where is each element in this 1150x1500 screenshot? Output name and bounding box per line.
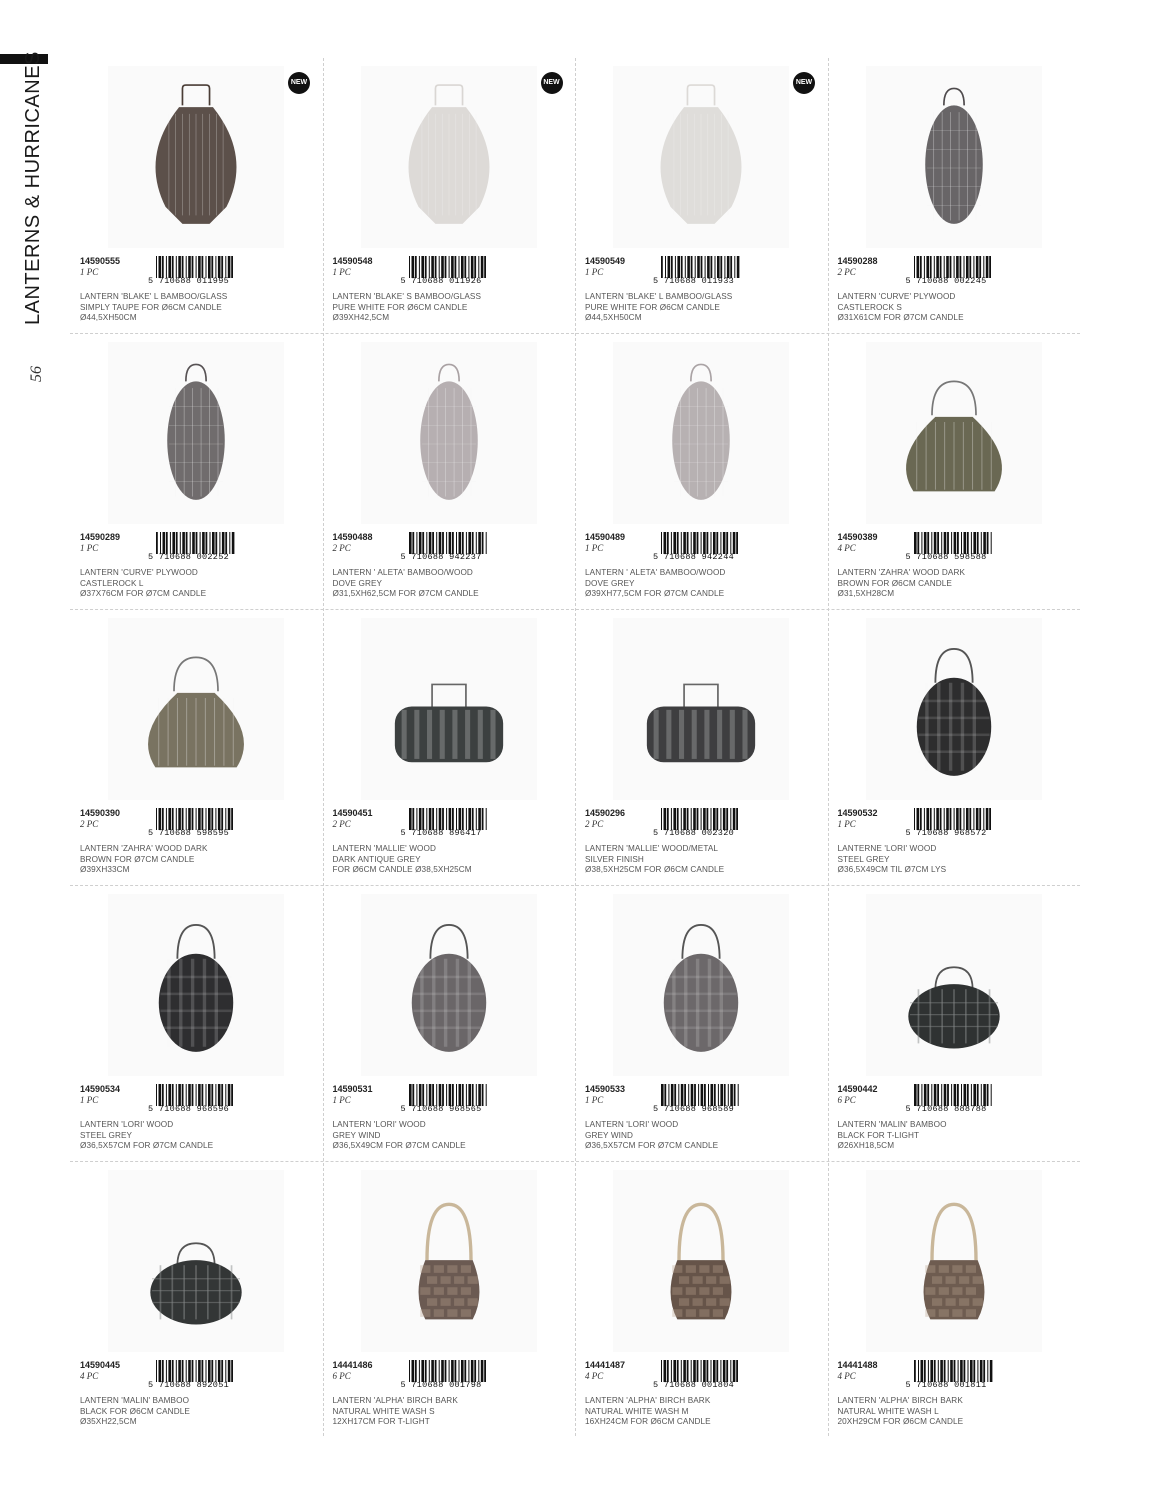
desc-line: LANTERN 'ALPHA' BIRCH BARK — [837, 1396, 963, 1405]
product-qty: 4 PC — [80, 1371, 99, 1381]
barcode-number: 5 710688 598595 — [148, 828, 230, 838]
product-code: 14590288 — [837, 256, 878, 266]
product-card — [323, 334, 575, 610]
barcode — [148, 1084, 238, 1114]
desc-line: Ø36,5X49CM FOR Ø7CM CANDLE — [332, 1141, 466, 1150]
barcode — [148, 808, 238, 838]
barcode — [906, 1084, 996, 1114]
barcode — [906, 1360, 996, 1390]
desc-line: Ø44,5XH50CM — [585, 313, 642, 322]
product-image — [866, 66, 1042, 248]
desc-line: 20XH29CM FOR Ø6CM CANDLE — [837, 1417, 964, 1426]
product-description — [585, 292, 732, 324]
desc-line: LANTERN 'LORI' WOOD — [332, 1120, 426, 1129]
product-qty: 6 PC — [837, 1095, 856, 1105]
desc-line: STEEL GREY — [80, 1130, 133, 1140]
product-code: 14441486 — [332, 1360, 373, 1370]
barcode-number: 5 710688 002252 — [148, 552, 230, 562]
desc-line: Ø31,5XH62,5CM FOR Ø7CM CANDLE — [332, 589, 479, 598]
desc-line: STEEL GREY — [837, 854, 890, 864]
desc-line: BROWN FOR Ø7CM CANDLE — [80, 854, 195, 864]
product-description — [80, 568, 206, 600]
barcode-number: 5 710688 001811 — [905, 1380, 987, 1390]
page-number: 56 — [28, 366, 45, 382]
product-code: 14590296 — [585, 808, 626, 818]
product-card — [828, 334, 1080, 610]
barcode-number: 5 710688 942244 — [653, 552, 735, 562]
barcode-number: 5 710688 968565 — [400, 1104, 482, 1114]
desc-line: 12XH17CM FOR T-LIGHT — [332, 1417, 430, 1426]
barcode — [401, 808, 491, 838]
desc-line: LANTERN 'LORI' WOOD — [585, 1120, 679, 1129]
product-code: 14590445 — [80, 1360, 121, 1370]
product-description — [333, 568, 479, 600]
barcode — [148, 256, 238, 286]
product-card — [575, 58, 827, 334]
product-card — [323, 610, 575, 886]
desc-line: LANTERNE 'LORI' WOOD — [837, 844, 937, 853]
product-qty: 1 PC — [585, 543, 604, 553]
barcode-number: 5 710688 968589 — [653, 1104, 735, 1114]
product-image — [361, 66, 537, 248]
row-divider — [70, 885, 1080, 886]
product-card — [828, 1162, 1080, 1438]
product-card — [323, 1162, 575, 1438]
product-card — [575, 334, 827, 610]
desc-line: GREY WIND — [332, 1130, 381, 1140]
column-divider — [828, 58, 829, 1436]
barcode-number: 5 710688 896417 — [400, 828, 482, 838]
desc-line: LANTERN ' ALETA' BAMBOO/WOOD — [585, 568, 726, 577]
product-code: 14590442 — [837, 1084, 878, 1094]
column-divider — [323, 58, 324, 1436]
desc-line: 16XH24CM FOR Ø6CM CANDLE — [585, 1417, 711, 1426]
product-code: 14590488 — [332, 532, 373, 542]
desc-line: LANTERN 'ALPHA' BIRCH BARK — [585, 1396, 711, 1405]
desc-line: Ø39XH33CM — [80, 865, 130, 874]
product-image — [361, 1170, 537, 1352]
product-description — [80, 844, 208, 876]
product-code: 14590555 — [80, 256, 121, 266]
product-image — [613, 894, 789, 1076]
barcode — [653, 256, 743, 286]
product-image — [866, 894, 1042, 1076]
product-code: 14590548 — [332, 256, 373, 266]
product-qty: 4 PC — [837, 1371, 856, 1381]
desc-line: GREY WIND — [585, 1130, 634, 1140]
product-image — [361, 894, 537, 1076]
product-code: 14590289 — [80, 532, 121, 542]
desc-line: DOVE GREY — [585, 578, 635, 588]
barcode-number: 5 710688 011995 — [148, 276, 230, 286]
barcode-number: 5 710688 001804 — [653, 1380, 735, 1390]
product-qty: 2 PC — [332, 543, 351, 553]
product-description — [585, 1396, 711, 1428]
desc-line: CASTLEROCK S — [837, 302, 902, 312]
desc-line: NATURAL WHITE WASH M — [585, 1406, 689, 1416]
product-code: 14590451 — [332, 808, 373, 818]
product-card — [70, 1162, 322, 1438]
product-code: 14590532 — [837, 808, 878, 818]
product-code: 14590489 — [585, 532, 626, 542]
product-image — [108, 342, 284, 524]
product-qty: 1 PC — [332, 1095, 351, 1105]
desc-line: NATURAL WHITE WASH S — [332, 1406, 435, 1416]
barcode-number: 5 710688 888788 — [905, 1104, 987, 1114]
product-image — [361, 342, 537, 524]
product-code: 14590533 — [585, 1084, 626, 1094]
desc-line: Ø36,5X57CM FOR Ø7CM CANDLE — [585, 1141, 719, 1150]
product-code: 14590534 — [80, 1084, 121, 1094]
barcode — [906, 256, 996, 286]
desc-line: Ø44,5XH50CM — [80, 313, 137, 322]
desc-line: BLACK FOR Ø6CM CANDLE — [80, 1406, 190, 1416]
product-qty: 2 PC — [837, 267, 856, 277]
desc-line: Ø35XH22,5CM — [80, 1417, 137, 1426]
product-description — [333, 1396, 458, 1428]
desc-line: LANTERN 'BLAKE' L BAMBOO/GLASS — [80, 292, 228, 301]
product-code: 14590549 — [585, 256, 626, 266]
barcode-number: 5 710688 002320 — [653, 828, 735, 838]
barcode-number: 5 710688 011933 — [653, 276, 735, 286]
product-card — [828, 886, 1080, 1162]
desc-line: LANTERN ' ALETA' BAMBOO/WOOD — [332, 568, 473, 577]
product-image — [613, 618, 789, 800]
desc-line: Ø39XH42,5CM — [332, 313, 390, 322]
barcode — [653, 1360, 743, 1390]
desc-line: PURE WHITE FOR Ø6CM CANDLE — [332, 302, 468, 312]
product-description — [585, 844, 724, 876]
product-image — [613, 342, 789, 524]
row-divider — [70, 609, 1080, 610]
row-divider — [70, 1161, 1080, 1162]
product-qty: 4 PC — [585, 1371, 604, 1381]
barcode — [401, 1360, 491, 1390]
barcode — [148, 1360, 238, 1390]
product-card — [70, 334, 322, 610]
barcode-number: 5 710688 942237 — [400, 552, 482, 562]
product-description — [333, 292, 482, 324]
product-description — [838, 568, 966, 600]
product-qty: 2 PC — [585, 819, 604, 829]
desc-line: DOVE GREY — [332, 578, 383, 588]
desc-line: DARK ANTIQUE GREY — [332, 854, 421, 864]
product-code: 14441487 — [585, 1360, 626, 1370]
barcode-number: 5 710688 968596 — [148, 1104, 230, 1114]
product-card — [828, 610, 1080, 886]
product-image — [866, 342, 1042, 524]
product-code: 14590531 — [332, 1084, 373, 1094]
product-image — [108, 894, 284, 1076]
barcode — [906, 808, 996, 838]
desc-line: FOR Ø6CM CANDLE Ø38,5XH25CM — [332, 865, 472, 874]
row-divider — [70, 333, 1080, 334]
product-qty: 1 PC — [80, 543, 99, 553]
product-qty: 2 PC — [80, 819, 99, 829]
desc-line: CASTLEROCK L — [80, 578, 144, 588]
desc-line: LANTERN 'BLAKE' L BAMBOO/GLASS — [585, 292, 733, 301]
product-image — [108, 618, 284, 800]
desc-line: Ø36,5X49CM TIL Ø7CM LYS — [837, 865, 947, 874]
desc-line: NATURAL WHITE WASH L — [837, 1406, 939, 1416]
product-description — [585, 1120, 718, 1152]
desc-line: SILVER FINISH — [585, 854, 644, 864]
product-image — [108, 66, 284, 248]
product-card — [70, 610, 322, 886]
desc-line: LANTERN 'MALLIE' WOOD/METAL — [585, 844, 719, 853]
product-description — [80, 1120, 213, 1152]
barcode — [906, 532, 996, 562]
barcode — [401, 256, 491, 286]
product-code: 14590389 — [837, 532, 878, 542]
new-badge: NEW — [288, 72, 310, 94]
product-qty: 1 PC — [585, 267, 604, 277]
product-code: 14590390 — [80, 808, 121, 818]
desc-line: Ø31X61CM FOR Ø7CM CANDLE — [837, 313, 964, 322]
product-qty: 2 PC — [332, 819, 351, 829]
barcode — [401, 532, 491, 562]
product-image — [866, 1170, 1042, 1352]
product-qty: 1 PC — [80, 1095, 99, 1105]
section-title: LANTERNS & HURRICANES — [22, 51, 44, 325]
desc-line: Ø39XH77,5CM FOR Ø7CM CANDLE — [585, 589, 725, 598]
product-description — [333, 844, 472, 876]
barcode — [653, 808, 743, 838]
product-description — [838, 844, 947, 876]
product-image — [361, 618, 537, 800]
new-badge: NEW — [793, 72, 815, 94]
new-badge: NEW — [541, 72, 563, 94]
product-image — [613, 66, 789, 248]
desc-line: LANTERN 'MALLIE' WOOD — [332, 844, 436, 853]
product-image — [866, 618, 1042, 800]
barcode-number: 5 710688 001798 — [400, 1380, 482, 1390]
product-card — [70, 886, 322, 1162]
barcode — [653, 1084, 743, 1114]
desc-line: LANTERN 'LORI' WOOD — [80, 1120, 174, 1129]
desc-line: LANTERN 'ZAHRA' WOOD DARK — [80, 844, 208, 853]
barcode — [401, 1084, 491, 1114]
product-card — [575, 1162, 827, 1438]
column-divider — [575, 58, 576, 1436]
product-card — [323, 58, 575, 334]
desc-line: BROWN FOR Ø6CM CANDLE — [837, 578, 952, 588]
product-image — [108, 1170, 284, 1352]
desc-line: LANTERN 'MALIN' BAMBOO — [80, 1396, 190, 1405]
product-qty: 6 PC — [332, 1371, 351, 1381]
desc-line: BLACK FOR T-LIGHT — [837, 1130, 920, 1140]
product-description — [80, 1396, 190, 1428]
desc-line: Ø31,5XH28CM — [837, 589, 895, 598]
product-description — [838, 1120, 947, 1152]
barcode-number: 5 710688 892051 — [148, 1380, 230, 1390]
desc-line: LANTERN 'CURVE' PLYWOOD — [837, 292, 956, 301]
product-description — [585, 568, 725, 600]
desc-line: PURE WHITE FOR Ø6CM CANDLE — [585, 302, 720, 312]
product-card — [828, 58, 1080, 334]
desc-line: SIMPLY TAUPE FOR Ø6CM CANDLE — [80, 302, 222, 312]
barcode-number: 5 710688 011926 — [400, 276, 482, 286]
product-qty: 1 PC — [80, 267, 99, 277]
desc-line: Ø26XH18,5CM — [837, 1141, 895, 1150]
product-card — [575, 610, 827, 886]
product-description — [838, 1396, 964, 1428]
desc-line: Ø38,5XH25CM FOR Ø6CM CANDLE — [585, 865, 725, 874]
desc-line: LANTERN 'MALIN' BAMBOO — [837, 1120, 947, 1129]
desc-line: LANTERN 'ALPHA' BIRCH BARK — [332, 1396, 458, 1405]
product-card — [575, 886, 827, 1162]
product-code: 14441488 — [837, 1360, 878, 1370]
barcode — [148, 532, 238, 562]
product-card — [323, 886, 575, 1162]
product-description — [333, 1120, 466, 1152]
desc-line: LANTERN 'CURVE' PLYWOOD — [80, 568, 198, 577]
product-description — [80, 292, 227, 324]
barcode-number: 5 710688 002245 — [905, 276, 987, 286]
desc-line: LANTERN 'ZAHRA' WOOD DARK — [837, 568, 966, 577]
product-qty: 4 PC — [837, 543, 856, 553]
desc-line: Ø37X76CM FOR Ø7CM CANDLE — [80, 589, 207, 598]
product-qty: 1 PC — [332, 267, 351, 277]
product-description — [838, 292, 964, 324]
side-header — [22, 51, 56, 370]
desc-line: Ø36,5X57CM FOR Ø7CM CANDLE — [80, 1141, 214, 1150]
product-qty: 1 PC — [585, 1095, 604, 1105]
desc-line: LANTERN 'BLAKE' S BAMBOO/GLASS — [332, 292, 482, 301]
barcode — [653, 532, 743, 562]
product-image — [613, 1170, 789, 1352]
barcode-number: 5 710688 598588 — [905, 552, 987, 562]
barcode-number: 5 710688 968572 — [905, 828, 987, 838]
product-qty: 1 PC — [837, 819, 856, 829]
product-card — [70, 58, 322, 334]
